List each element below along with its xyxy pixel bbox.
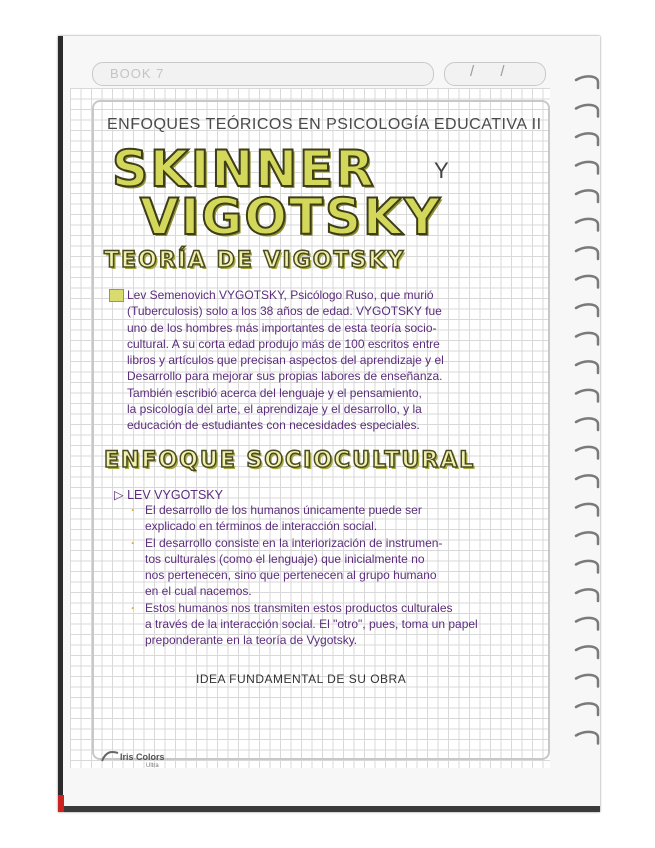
bullet-list [127,502,542,649]
binding-ring [576,219,598,231]
binding-ring [576,390,598,402]
binding-ring [576,76,598,88]
binding-ring [576,190,598,202]
bullet-dot-icon: · [131,535,135,550]
page-title: ENFOQUES TEÓRICOS EN PSICOLOGÍA EDUCATIVA II [107,116,542,133]
list-item [127,600,542,649]
title-connector: Y [434,158,449,183]
bullet-line: a través de la interacción social. El "otro", pues, toma un papel [145,617,478,632]
paragraph-line: Desarrollo para mejorar sus propias labores de enseñanza. [127,369,443,384]
paragraph-line: la psicología del arte, el aprendizaje y el desarrollo, y la [127,402,422,417]
binding-ring [576,703,598,715]
header-label: BOOK 7 [110,66,165,81]
highlight-marker [109,289,124,302]
binding-ring [576,561,598,573]
binding-ring [576,105,598,117]
paragraph-line: (Tuberculosis) solo a los 38 años de edad. VYGOTSKY fue [127,304,442,319]
list-item [127,535,542,600]
binding-ring [576,618,598,630]
bullet-line: explicado en términos de interacción social. [145,519,378,534]
bullet-dot-icon: · [131,600,135,615]
binding-ring [576,646,598,658]
binding-ring [576,675,598,687]
paragraph-line: Lev Semenovich VYGOTSKY, Psicólogo Ruso, que murió [127,288,434,302]
binding-ring [576,333,598,345]
section1-paragraph [127,287,542,434]
title-skinner: SKINNER [112,140,376,198]
bullet-line: El desarrollo de los humanos únicamente puede ser [145,503,422,517]
brand-sub: Ultra [146,763,159,769]
notebook-bottom-edge [58,806,600,812]
binding-ring [576,133,598,145]
bullet-line: preponderante en la teoría de Vygotsky. [145,633,358,648]
binding-ring [576,247,598,259]
bullet-dot-icon: · [131,503,135,517]
bullet-line: nos pertenecen, sino que pertenecen al grupo humano [145,568,437,583]
footer-note: IDEA FUNDAMENTAL DE SU OBRA [196,672,407,686]
bullet-line: en el cual nacemos. [145,584,252,599]
binding-ring [576,589,598,601]
binding-ring [576,447,598,459]
paragraph-line: También escribió acerca del lenguaje y el pensamiento, [127,385,422,400]
binding-ring [576,532,598,544]
paragraph-line: libros y artículos que precisan aspectos del aprendizaje y el [127,353,444,368]
bullet-line: El desarrollo consiste en la interiorización de instrumen- [145,535,443,550]
binding-ring [576,475,598,487]
notebook-cover-edge [58,36,63,812]
binding-ring [576,304,598,316]
binding-ring [576,162,598,174]
binding-ring [576,361,598,373]
binding-ring [576,418,598,430]
bullet-line: Estos humanos nos transmiten estos productos culturales [145,600,453,615]
bullet-line: tos culturales (como el lenguaje) que inicialmente no [145,551,425,566]
header-date: / / [470,63,505,80]
binding-ring [576,504,598,516]
binding-ring [576,732,598,744]
paragraph-line: educación de estudiantes con necesidades especiales. [127,418,420,433]
section-heading-teoria: TEORÍA DE VIGOTSKY [104,248,406,273]
paragraph-line: cultural. A su corta edad produjo más de 100 escritos entre [127,336,440,351]
list-item [127,502,542,535]
brand-name: Iris Colors [120,752,165,762]
notebook-red-tab [58,795,64,812]
paragraph-line: uno de los hombres más importantes de esta teoría socio- [127,320,437,335]
title-vigotsky: VIGOTSKY [140,188,442,246]
spiral-binding [572,72,602,772]
section-heading-enfoque: ENFOQUE SOCIOCULTURAL [104,448,476,473]
brand-logo-icon [100,749,120,763]
binding-ring [576,276,598,288]
subheading-lev-vygotsky: ▷ LEV VYGOTSKY [114,488,223,502]
